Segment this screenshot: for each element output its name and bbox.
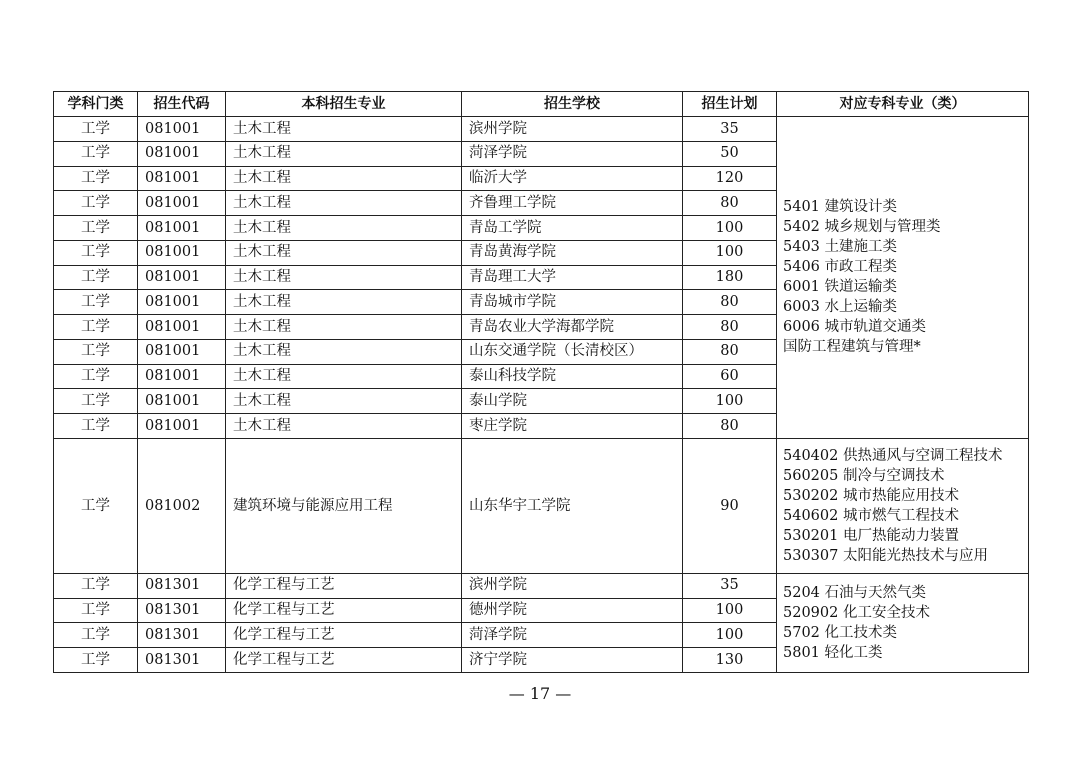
code-cell: 081001 (138, 414, 226, 439)
category-cell: 工学 (54, 438, 138, 573)
school-cell: 临沂大学 (462, 166, 683, 191)
header-code: 招生代码 (138, 92, 226, 117)
category-cell: 工学 (54, 240, 138, 265)
code-cell: 081301 (138, 623, 226, 648)
header-plan: 招生计划 (683, 92, 777, 117)
plan-cell: 130 (683, 648, 777, 673)
associate-major-cell (777, 573, 1029, 672)
school-cell: 泰山科技学院 (462, 364, 683, 389)
school-cell: 齐鲁理工学院 (462, 191, 683, 216)
associate-major-item: 6006 城市轨道交通类 (783, 319, 927, 336)
associate-major-item: 国防工程建筑与管理* (783, 339, 921, 356)
school-cell: 青岛黄海学院 (462, 240, 683, 265)
major-cell: 化学工程与工艺 (226, 648, 462, 673)
plan-cell: 100 (683, 623, 777, 648)
plan-cell: 50 (683, 141, 777, 166)
plan-cell: 80 (683, 339, 777, 364)
associate-major-item: 6003 水上运输类 (783, 299, 898, 316)
associate-major-item: 540402 供热通风与空调工程技术 (783, 447, 1003, 464)
header-school: 招生学校 (462, 92, 683, 117)
plan-cell: 180 (683, 265, 777, 290)
major-cell: 建筑环境与能源应用工程 (226, 438, 462, 573)
category-cell: 工学 (54, 648, 138, 673)
category-cell: 工学 (54, 141, 138, 166)
school-cell: 青岛城市学院 (462, 290, 683, 315)
school-cell: 菏泽学院 (462, 141, 683, 166)
category-cell: 工学 (54, 414, 138, 439)
code-cell: 081001 (138, 191, 226, 216)
school-cell: 菏泽学院 (462, 623, 683, 648)
category-cell: 工学 (54, 364, 138, 389)
major-cell: 土木工程 (226, 414, 462, 439)
major-cell: 土木工程 (226, 191, 462, 216)
associate-major-item: 5702 化工技术类 (783, 624, 898, 641)
associate-major-item: 5406 市政工程类 (783, 259, 898, 276)
plan-cell: 60 (683, 364, 777, 389)
table-row (54, 117, 1029, 142)
associate-major-item: 5403 土建施工类 (783, 239, 898, 256)
plan-cell: 120 (683, 166, 777, 191)
code-cell: 081001 (138, 290, 226, 315)
plan-cell: 100 (683, 240, 777, 265)
code-cell: 081001 (138, 315, 226, 340)
major-cell: 土木工程 (226, 389, 462, 414)
school-cell: 青岛工学院 (462, 216, 683, 241)
major-cell: 化学工程与工艺 (226, 598, 462, 623)
code-cell: 081001 (138, 364, 226, 389)
category-cell: 工学 (54, 623, 138, 648)
plan-cell: 35 (683, 117, 777, 142)
code-cell: 081001 (138, 166, 226, 191)
plan-cell: 80 (683, 315, 777, 340)
code-cell: 081001 (138, 216, 226, 241)
header-associate-major: 对应专科专业（类） (777, 92, 1029, 117)
plan-cell: 100 (683, 598, 777, 623)
header-row (54, 92, 1029, 117)
major-cell: 土木工程 (226, 364, 462, 389)
code-cell: 081001 (138, 117, 226, 142)
table-row (54, 438, 1029, 573)
school-cell: 德州学院 (462, 598, 683, 623)
major-cell: 土木工程 (226, 240, 462, 265)
associate-major-item: 530201 电厂热能动力装置 (783, 527, 959, 544)
category-cell: 工学 (54, 191, 138, 216)
category-cell: 工学 (54, 315, 138, 340)
plan-cell: 80 (683, 191, 777, 216)
associate-major-cell (777, 438, 1029, 573)
associate-major-item: 5204 石油与天然气类 (783, 584, 927, 601)
major-cell: 土木工程 (226, 315, 462, 340)
header-category: 学科门类 (54, 92, 138, 117)
major-cell: 土木工程 (226, 290, 462, 315)
category-cell: 工学 (54, 216, 138, 241)
code-cell: 081301 (138, 598, 226, 623)
associate-major-item: 540602 城市燃气工程技术 (783, 507, 959, 524)
category-cell: 工学 (54, 389, 138, 414)
plan-cell: 90 (683, 438, 777, 573)
plan-cell: 35 (683, 573, 777, 598)
major-cell: 土木工程 (226, 265, 462, 290)
enrollment-table (53, 91, 1029, 673)
code-cell: 081001 (138, 141, 226, 166)
table-row (54, 573, 1029, 598)
plan-cell: 100 (683, 216, 777, 241)
category-cell: 工学 (54, 598, 138, 623)
code-cell: 081001 (138, 339, 226, 364)
major-cell: 土木工程 (226, 216, 462, 241)
category-cell: 工学 (54, 166, 138, 191)
code-cell: 081001 (138, 240, 226, 265)
associate-major-item: 560205 制冷与空调技术 (783, 467, 945, 484)
code-cell: 081301 (138, 573, 226, 598)
school-cell: 济宁学院 (462, 648, 683, 673)
school-cell: 滨州学院 (462, 573, 683, 598)
school-cell: 山东交通学院（长清校区） (462, 339, 683, 364)
code-cell: 081301 (138, 648, 226, 673)
school-cell: 枣庄学院 (462, 414, 683, 439)
associate-major-item: 5401 建筑设计类 (783, 199, 898, 216)
associate-major-item: 530202 城市热能应用技术 (783, 487, 959, 504)
page-number: — 17 — (508, 684, 572, 703)
associate-major-item: 5402 城乡规划与管理类 (783, 219, 941, 236)
code-cell: 081002 (138, 438, 226, 573)
code-cell: 081001 (138, 265, 226, 290)
associate-major-cell (777, 117, 1029, 439)
category-cell: 工学 (54, 117, 138, 142)
plan-cell: 80 (683, 414, 777, 439)
category-cell: 工学 (54, 265, 138, 290)
major-cell: 土木工程 (226, 166, 462, 191)
major-cell: 土木工程 (226, 117, 462, 142)
school-cell: 青岛理工大学 (462, 265, 683, 290)
school-cell: 青岛农业大学海都学院 (462, 315, 683, 340)
category-cell: 工学 (54, 573, 138, 598)
major-cell: 化学工程与工艺 (226, 573, 462, 598)
associate-major-item: 5801 轻化工类 (783, 644, 883, 661)
code-cell: 081001 (138, 389, 226, 414)
major-cell: 化学工程与工艺 (226, 623, 462, 648)
category-cell: 工学 (54, 339, 138, 364)
school-cell: 滨州学院 (462, 117, 683, 142)
category-cell: 工学 (54, 290, 138, 315)
major-cell: 土木工程 (226, 141, 462, 166)
school-cell: 泰山学院 (462, 389, 683, 414)
school-cell: 山东华宇工学院 (462, 438, 683, 573)
major-cell: 土木工程 (226, 339, 462, 364)
plan-cell: 80 (683, 290, 777, 315)
associate-major-item: 520902 化工安全技术 (783, 604, 930, 621)
associate-major-item: 530307 太阳能光热技术与应用 (783, 547, 988, 564)
header-major: 本科招生专业 (226, 92, 462, 117)
associate-major-item: 6001 铁道运输类 (783, 279, 898, 296)
plan-cell: 100 (683, 389, 777, 414)
